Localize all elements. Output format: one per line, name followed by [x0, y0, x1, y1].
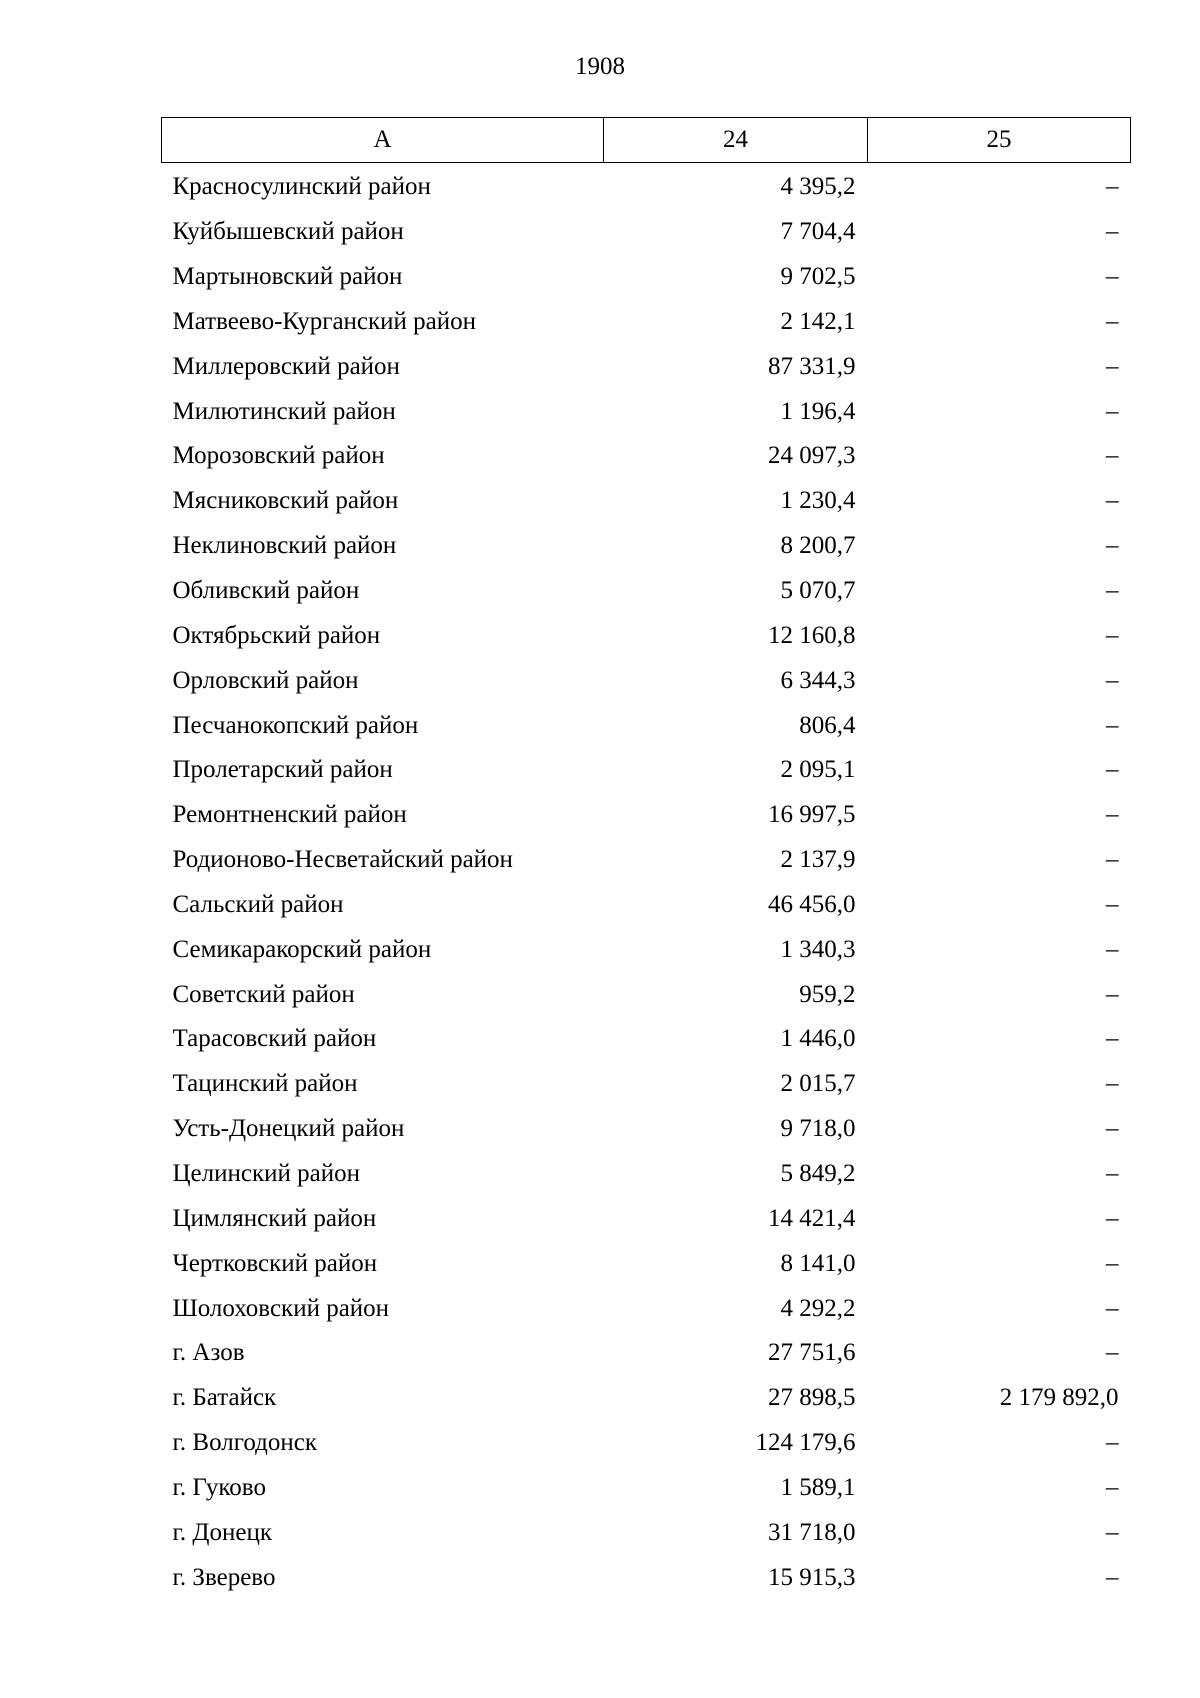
row-name-cell: Матвеево-Курганский район	[172, 307, 477, 335]
col-25-cell: –	[1106, 980, 1119, 1008]
col-24-cell: 87 331,9	[768, 352, 856, 380]
table-row	[162, 1107, 1131, 1152]
col-25-cell: –	[1106, 1025, 1119, 1053]
table-row	[162, 883, 1131, 928]
table-row	[162, 344, 1131, 389]
row-name-cell: г. Волгодонск	[172, 1429, 318, 1457]
col-24-cell: 9 718,0	[780, 1115, 856, 1143]
col-25-cell: –	[1106, 666, 1119, 694]
row-name-cell: Целинский район	[172, 1159, 360, 1187]
row-name-cell: г. Зверево	[172, 1563, 276, 1591]
row-name-cell: Семикаракорский район	[172, 935, 432, 963]
table-row	[162, 479, 1131, 524]
table-row	[162, 1421, 1131, 1466]
col-24-cell: 2 142,1	[780, 307, 856, 335]
row-name-cell: Родионово-Несветайский район	[172, 846, 513, 874]
budget-table	[161, 117, 1131, 1600]
table-row	[162, 613, 1131, 658]
col-25-cell: –	[1106, 352, 1119, 380]
col-24-cell: 806,4	[799, 711, 856, 739]
table-row	[162, 838, 1131, 883]
col-25-cell: –	[1106, 1249, 1119, 1277]
column-header-25: 25	[868, 118, 1131, 163]
col-24-cell: 24 097,3	[768, 442, 856, 470]
col-24-cell: 959,2	[799, 980, 856, 1008]
col-25-cell: –	[1106, 1294, 1119, 1322]
col-24-cell: 1 340,3	[780, 935, 856, 963]
col-25-cell: –	[1106, 1339, 1119, 1367]
col-24-cell: 27 898,5	[768, 1384, 856, 1412]
row-name-cell: Морозовский район	[172, 442, 385, 470]
col-24-cell: 31 718,0	[768, 1518, 856, 1546]
col-25-cell: –	[1106, 442, 1119, 470]
row-name-cell: г. Гуково	[172, 1473, 266, 1501]
col-25-cell: –	[1106, 621, 1119, 649]
col-25-cell: –	[1106, 711, 1119, 739]
col-24-cell: 14 421,4	[768, 1204, 856, 1232]
row-name-cell: Тацинский район	[172, 1070, 358, 1098]
row-name-cell: Шолоховский район	[172, 1294, 390, 1322]
col-25-cell: –	[1106, 1115, 1119, 1143]
table-row	[162, 1465, 1131, 1510]
row-name-cell: Неклиновский район	[172, 532, 397, 560]
col-24-cell: 16 997,5	[768, 801, 856, 829]
col-25-cell: –	[1106, 577, 1119, 605]
row-name-cell: Милютинский район	[172, 397, 396, 425]
col-25-cell: –	[1106, 173, 1119, 201]
col-25-cell: –	[1106, 1473, 1119, 1501]
col-24-cell: 8 141,0	[780, 1249, 856, 1277]
row-name-cell: Миллеровский район	[172, 352, 400, 380]
table-row	[162, 793, 1131, 838]
col-25-cell: –	[1106, 532, 1119, 560]
column-header-a: А	[162, 118, 604, 163]
col-24-cell: 7 704,4	[780, 218, 856, 246]
row-name-cell: Красносулинский район	[172, 173, 431, 201]
row-name-cell: Цимлянский район	[172, 1204, 377, 1232]
col-24-cell: 5 849,2	[780, 1159, 856, 1187]
table-row	[162, 1286, 1131, 1331]
row-name-cell: Обливский район	[172, 577, 360, 605]
row-name-cell: Советский район	[172, 980, 355, 1008]
row-name-cell: Мартыновский район	[172, 263, 403, 291]
col-25-cell: –	[1106, 218, 1119, 246]
col-25-cell: –	[1106, 756, 1119, 784]
col-24-cell: 27 751,6	[768, 1339, 856, 1367]
col-25-cell: –	[1106, 935, 1119, 963]
col-25-cell: –	[1106, 397, 1119, 425]
col-25-cell: –	[1106, 307, 1119, 335]
table-row	[162, 569, 1131, 614]
col-25-cell: –	[1106, 1518, 1119, 1546]
table-body	[162, 163, 1131, 1601]
col-24-cell: 2 015,7	[780, 1070, 856, 1098]
table-row	[162, 524, 1131, 569]
row-name-cell: г. Донецк	[172, 1518, 272, 1546]
table-row	[162, 434, 1131, 479]
row-name-cell: Песчанокопский район	[172, 711, 419, 739]
table-row	[162, 658, 1131, 703]
row-name-cell: Орловский район	[172, 666, 359, 694]
table-row	[162, 300, 1131, 345]
col-24-cell: 8 200,7	[780, 532, 856, 560]
table-row	[162, 1555, 1131, 1600]
row-name-cell: Октябрьский район	[172, 621, 381, 649]
table-row	[162, 210, 1131, 255]
col-25-cell: –	[1106, 1429, 1119, 1457]
col-24-cell: 46 456,0	[768, 890, 856, 918]
row-name-cell: Мясниковский район	[172, 487, 399, 515]
row-name-cell: Сальский район	[172, 890, 344, 918]
col-25-cell: –	[1106, 487, 1119, 515]
col-24-cell: 4 395,2	[780, 173, 856, 201]
row-name-cell: Чертковский район	[172, 1249, 378, 1277]
table-row	[162, 1196, 1131, 1241]
table-row	[162, 927, 1131, 972]
table-row	[162, 389, 1131, 434]
row-name-cell: г. Азов	[172, 1339, 245, 1367]
col-24-cell: 2 095,1	[780, 756, 856, 784]
row-name-cell: г. Батайск	[172, 1384, 277, 1412]
table-row	[162, 1510, 1131, 1555]
col-24-cell: 1 230,4	[780, 487, 856, 515]
row-name-cell: Тарасовский район	[172, 1025, 377, 1053]
col-24-cell: 2 137,9	[780, 846, 856, 874]
row-name-cell: Куйбышевский район	[172, 218, 404, 246]
table-row	[162, 703, 1131, 748]
col-24-cell: 1 196,4	[780, 397, 856, 425]
table-row	[162, 972, 1131, 1017]
table-row	[162, 163, 1131, 210]
col-25-cell: –	[1106, 801, 1119, 829]
col-24-cell: 1 446,0	[780, 1025, 856, 1053]
row-name-cell: Усть-Донецкий район	[172, 1115, 405, 1143]
col-25-cell: –	[1106, 1563, 1119, 1591]
col-25-cell: –	[1106, 846, 1119, 874]
col-24-cell: 124 179,6	[755, 1429, 856, 1457]
table-row	[162, 1017, 1131, 1062]
col-25-cell: 2 179 892,0	[999, 1384, 1119, 1412]
table-row	[162, 1062, 1131, 1107]
column-header-24: 24	[604, 118, 868, 163]
table-row	[162, 1152, 1131, 1197]
col-24-cell: 4 292,2	[780, 1294, 856, 1322]
table-row	[162, 748, 1131, 793]
col-24-cell: 9 702,5	[780, 263, 856, 291]
table-row	[162, 255, 1131, 300]
table-row	[162, 1241, 1131, 1286]
table-row	[162, 1331, 1131, 1376]
col-25-cell: –	[1106, 1159, 1119, 1187]
col-25-cell: –	[1106, 890, 1119, 918]
col-24-cell: 6 344,3	[780, 666, 856, 694]
col-25-cell: –	[1106, 1204, 1119, 1232]
col-24-cell: 15 915,3	[768, 1563, 856, 1591]
col-25-cell: –	[1106, 1070, 1119, 1098]
row-name-cell: Пролетарский район	[172, 756, 393, 784]
col-24-cell: 12 160,8	[768, 621, 856, 649]
row-name-cell: Ремонтненский район	[172, 801, 407, 829]
table-row	[162, 1376, 1131, 1421]
page-number: 1908	[575, 53, 625, 80]
table-header-row	[162, 118, 1131, 163]
col-25-cell: –	[1106, 263, 1119, 291]
col-24-cell: 5 070,7	[780, 577, 856, 605]
col-24-cell: 1 589,1	[780, 1473, 856, 1501]
